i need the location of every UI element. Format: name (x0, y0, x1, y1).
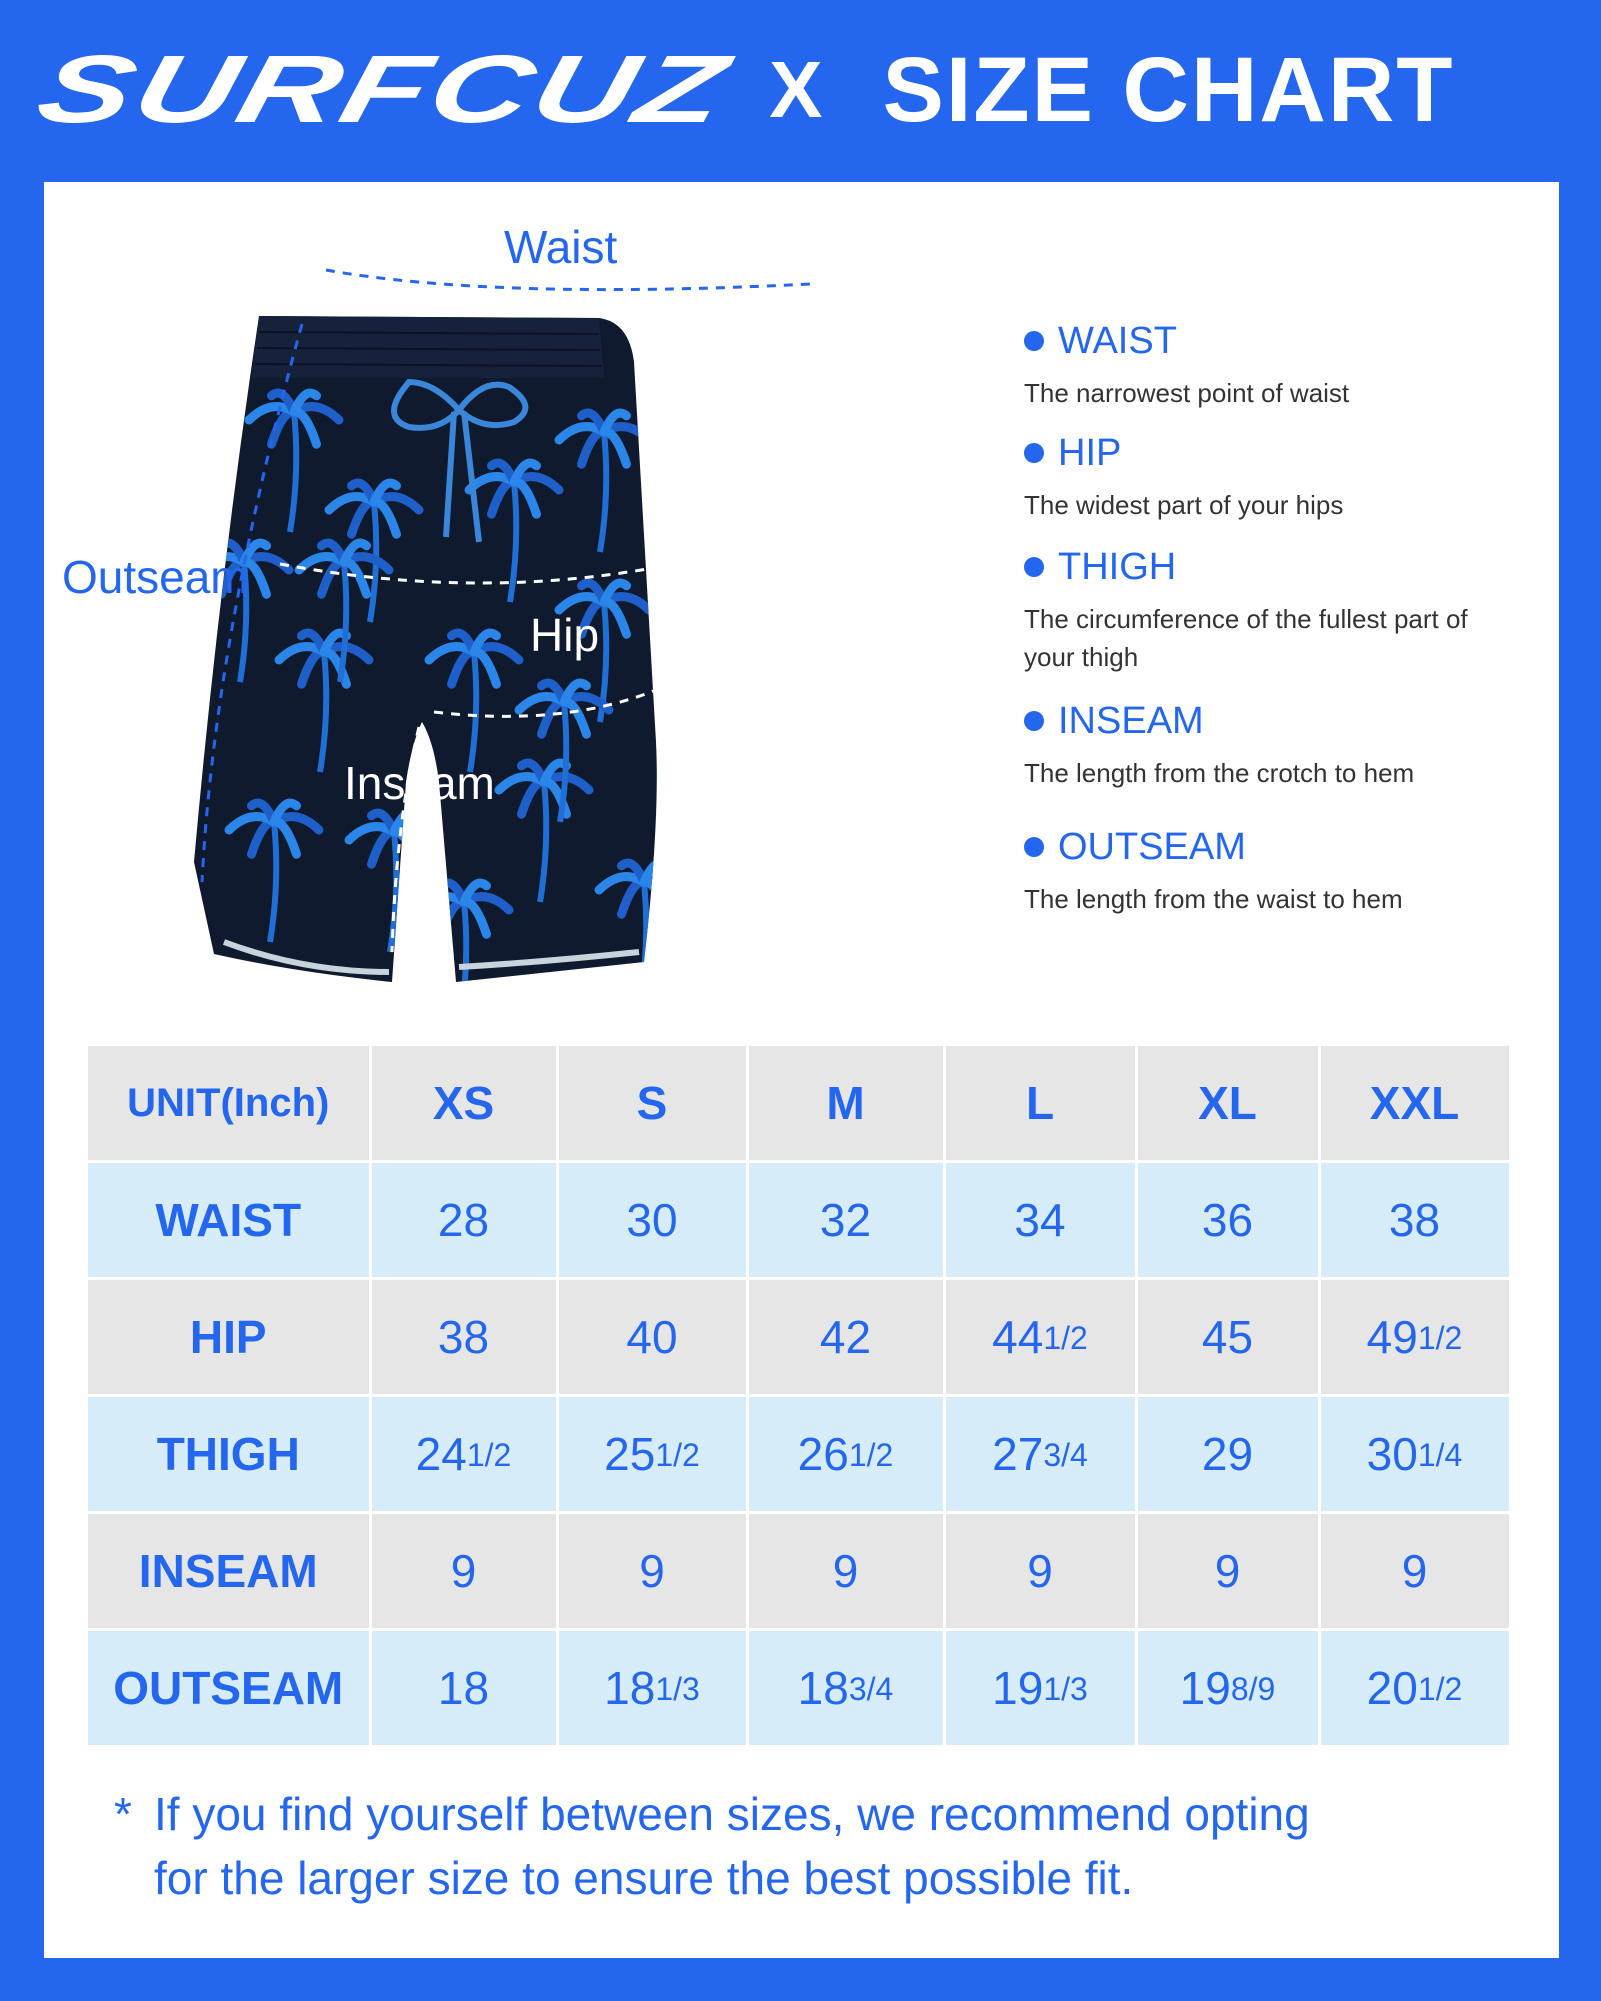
table-cell (1319, 1279, 1510, 1396)
cell-fraction: 1/2 (848, 1437, 894, 1473)
table-cell (1319, 1630, 1510, 1747)
legend-desc: The circumference of the fullest part of your thigh (1024, 604, 1468, 672)
row-header: INSEAM (88, 1513, 370, 1630)
table-cell (944, 1630, 1136, 1747)
cell-whole: 30 (626, 1194, 678, 1246)
table-cell (944, 1513, 1136, 1630)
table-cell (557, 1162, 747, 1279)
bullet-dot-icon (1024, 443, 1044, 463)
legend-item-outseam (1024, 828, 1524, 918)
size-header: XS (370, 1046, 557, 1162)
size-header: L (944, 1046, 1136, 1162)
table-cell (370, 1630, 557, 1747)
cell-fraction: 1/2 (655, 1437, 700, 1473)
cell-whole: 45 (1201, 1311, 1254, 1363)
legend-title: HIP (1058, 432, 1122, 474)
table-cell (1319, 1513, 1510, 1630)
table-cell (747, 1162, 944, 1279)
table-cell (370, 1162, 557, 1279)
legend-title: OUTSEAM (1058, 826, 1246, 868)
table-cell (1319, 1396, 1510, 1513)
cell-whole: 24 (415, 1428, 467, 1480)
waist-label: Waist (504, 221, 618, 273)
footnote-star: * (114, 1788, 132, 1840)
cell-whole: 9 (450, 1545, 477, 1597)
cell-whole: 9 (639, 1545, 665, 1597)
table-row (88, 1279, 1510, 1396)
table-cell (747, 1396, 944, 1513)
header (0, 0, 1601, 180)
bullet-dot-icon (1024, 837, 1044, 857)
size-table (88, 1046, 1512, 1748)
table-cell (370, 1513, 557, 1630)
table-cell (944, 1396, 1136, 1513)
legend-item-hip (1024, 434, 1524, 524)
cell-whole: 19 (992, 1662, 1044, 1714)
table-cell (370, 1396, 557, 1513)
table-cell (557, 1630, 747, 1747)
cell-whole: 25 (604, 1428, 656, 1480)
cell-fraction: 1/2 (1043, 1320, 1088, 1356)
unit-header: UNIT(Inch) (88, 1046, 370, 1162)
table-cell (1136, 1513, 1319, 1630)
cell-whole: 36 (1201, 1194, 1254, 1246)
cell-fraction: 1/3 (655, 1671, 700, 1707)
size-header: S (557, 1046, 747, 1162)
cell-whole: 38 (1388, 1194, 1441, 1246)
table-row (88, 1162, 1510, 1279)
table-cell (747, 1630, 944, 1747)
cell-fraction: 1/2 (1417, 1320, 1463, 1356)
brand-logo: SURFCUZ (26, 36, 739, 143)
inseam-label: Inseam (344, 757, 495, 809)
cell-fraction: 3/4 (1043, 1437, 1088, 1473)
row-header: OUTSEAM (88, 1630, 370, 1747)
cell-whole: 49 (1366, 1311, 1418, 1363)
row-header: WAIST (88, 1162, 370, 1279)
table-cell (1136, 1396, 1319, 1513)
thigh-label: Thigh (682, 745, 798, 797)
legend-desc: The widest part of your hips (1024, 490, 1344, 520)
table-cell (1319, 1162, 1510, 1279)
cell-whole: 40 (626, 1311, 678, 1363)
legend-title: INSEAM (1058, 700, 1204, 742)
table-cell (1136, 1162, 1319, 1279)
legend-item-thigh (1024, 548, 1524, 676)
row-header: THIGH (88, 1396, 370, 1513)
cell-whole: 19 (1179, 1662, 1231, 1714)
cell-fraction: 1/4 (1417, 1437, 1463, 1473)
cell-whole: 18 (604, 1662, 656, 1714)
table-header-row (88, 1046, 1510, 1162)
cell-whole: 28 (437, 1194, 490, 1246)
table-row (88, 1513, 1510, 1630)
legend-desc: The length from the waist to hem (1024, 884, 1403, 914)
content-panel (44, 182, 1559, 1958)
table-row (88, 1630, 1510, 1747)
row-header: HIP (88, 1279, 370, 1396)
cell-fraction: 3/4 (848, 1671, 894, 1707)
table-cell (1136, 1279, 1319, 1396)
size-header: M (747, 1046, 944, 1162)
table-row (88, 1396, 1510, 1513)
legend-desc: The narrowest point of waist (1024, 378, 1350, 408)
cell-fraction: 1/2 (1417, 1671, 1463, 1707)
cell-whole: 9 (1401, 1545, 1428, 1597)
legend-title: WAIST (1058, 320, 1177, 362)
cell-whole: 27 (992, 1428, 1044, 1480)
cell-whole: 44 (992, 1311, 1044, 1363)
swim-shorts-image (44, 182, 944, 1042)
table-cell (944, 1279, 1136, 1396)
size-header: XXL (1319, 1046, 1510, 1162)
cell-whole: 20 (1366, 1662, 1418, 1714)
legend-item-waist (1024, 322, 1524, 412)
cell-whole: 34 (1014, 1194, 1066, 1246)
table-cell (944, 1162, 1136, 1279)
cell-fraction: 1/3 (1043, 1671, 1088, 1707)
cell-whole: 42 (819, 1311, 872, 1363)
bullet-dot-icon (1024, 711, 1044, 731)
table-cell (747, 1513, 944, 1630)
size-header: XL (1136, 1046, 1319, 1162)
footnote (114, 1782, 1534, 1910)
hip-label: Hip (530, 609, 600, 661)
cell-fraction: 8/9 (1230, 1671, 1276, 1707)
legend-item-inseam (1024, 702, 1524, 792)
footnote-line2: for the larger size to ensure the best possible fit. (154, 1852, 1134, 1904)
table-cell (557, 1279, 747, 1396)
bullet-dot-icon (1024, 557, 1044, 577)
header-separator: X (769, 45, 823, 134)
bullet-dot-icon (1024, 331, 1044, 351)
cell-whole: 9 (832, 1545, 859, 1597)
table-cell (557, 1513, 747, 1630)
cell-whole: 9 (1027, 1545, 1053, 1597)
table-cell (557, 1396, 747, 1513)
table-cell (370, 1279, 557, 1396)
footnote-line1: If you find yourself between sizes, we recommend opting (154, 1788, 1310, 1840)
cell-whole: 18 (437, 1662, 490, 1714)
cell-whole: 38 (437, 1311, 490, 1363)
cell-whole: 32 (819, 1194, 872, 1246)
legend-title: THIGH (1058, 546, 1177, 588)
page-title: SIZE CHART (882, 39, 1455, 141)
cell-whole: 26 (797, 1428, 849, 1480)
cell-whole: 30 (1366, 1428, 1418, 1480)
cell-whole: 18 (797, 1662, 849, 1714)
cell-fraction: 1/2 (466, 1437, 512, 1473)
outseam-label: Outseam (62, 551, 249, 603)
legend-desc: The length from the crotch to hem (1024, 758, 1415, 788)
cell-whole: 29 (1201, 1428, 1254, 1480)
cell-whole: 9 (1214, 1545, 1241, 1597)
table-cell (1136, 1630, 1319, 1747)
table-cell (747, 1279, 944, 1396)
